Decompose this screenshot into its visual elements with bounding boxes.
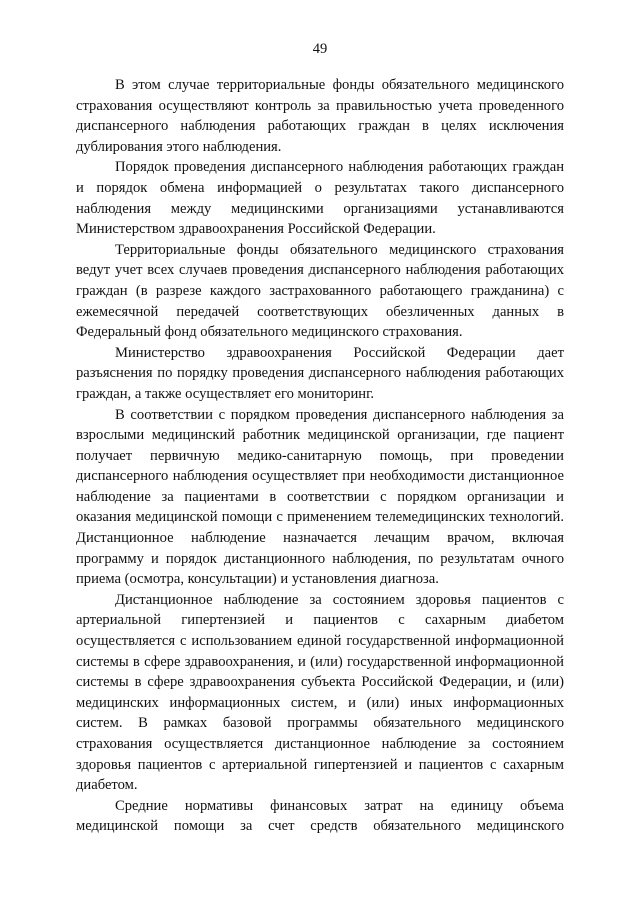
body-text (76, 75, 564, 837)
page-number: 49 (312, 41, 328, 57)
paragraph-7: Средние нормативы финансовых затрат на единицу объема медицинской помощи за счет средств обязательного медицинского (76, 797, 564, 835)
paragraph-3: Территориальные фонды обязательного медицинского страхования ведут учет всех случаев проведения диспансерного наблюдения работающих граждан (в разрезе каждого застрахованного работающего гражданина) с ежемесячной передачей соответствующих обезличенных данных в Федеральный фонд обязательного медицинского страхования. (76, 241, 564, 341)
paragraph-2: Порядок проведения диспансерного наблюдения работающих граждан и порядок обмена информацией о результатах такого диспансерного наблюдения между медицинскими организациями устанавливаются Министерством здравоохранения Российской Федерации. (76, 159, 564, 238)
paragraph-5: В соответствии с порядком проведения диспансерного наблюдения за взрослыми медицинский работник медицинской организации, где пациент получает первичную медико-санитарную помощь, при проведении диспансерного наблюдения осуществляет при необходимости дистанционное наблюдение за пациентами в соответствии с порядком организации и оказания медицинской помощи с применением телемедицинских технологий. Дистанционное наблюдение назначается лечащим врачом, включая программу и порядок дистанционного наблюдения, по результатам очного приема (осмотра, консультации) и установления диагноза. (76, 406, 564, 588)
paragraph-6: Дистанционное наблюдение за состоянием здоровья пациентов с артериальной гипертензией и пациентов с сахарным диабетом осуществляется с использованием единой государственной информационной системы в сфере здравоохранения, и (или) государственной информационной системы в сфере здравоохранения субъекта Российской Федерации, и (или) медицинских информационных систем, и (или) иных информационных систем. В рамках базовой программы обязательного медицинского страхования осуществляется дистанционное наблюдение за состоянием здоровья пациентов с артериальной гипертензией и пациентов с сахарным диабетом. (76, 591, 564, 794)
paragraph-1: В этом случае территориальные фонды обязательного медицинского страхования осуществляют контроль за правильностью учета проведенного диспансерного наблюдения работающих граждан в целях исключения дублирования этого наблюдения. (76, 77, 564, 155)
paragraph-4: Министерство здравоохранения Российской Федерации дает разъяснения по порядку проведения диспансерного наблюдения работающих граждан, а также осуществляет его мониторинг. (76, 344, 564, 402)
